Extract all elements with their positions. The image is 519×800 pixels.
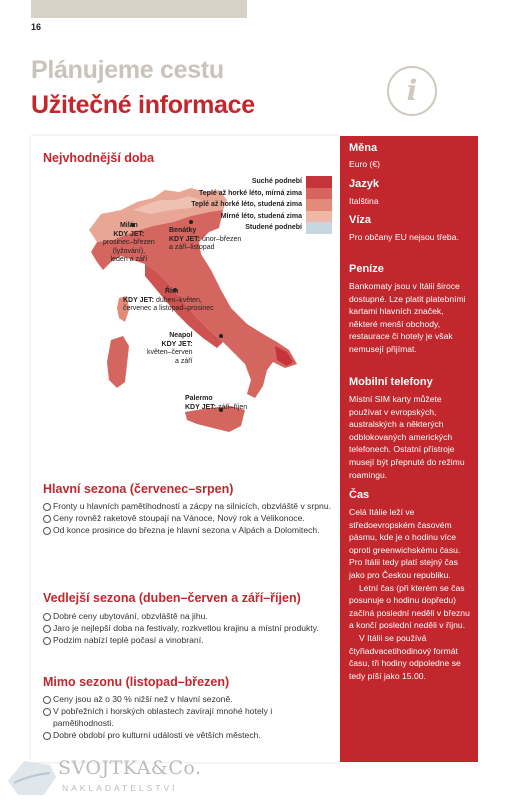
page-title: Užitečné informace: [31, 91, 255, 119]
section-heading: Plánujeme cestu: [31, 56, 224, 84]
sidebar-title-currency: Měna: [349, 142, 378, 154]
season-title: Vedlejší sezona (duben–červen a září–říjen): [43, 591, 301, 605]
list-item: Ceny rovněž raketově stoupají na Vánoce, Nový rok a Velikonoce.: [43, 512, 333, 524]
list-item: Fronty u hlavních pamětihodností a zácpy na silnicích, obzvláště v srpnu.: [43, 500, 333, 512]
list-item: Dobré období pro kulturní události ve větších městech.: [43, 729, 333, 741]
city-naples: Neapol KDY JET: květen–červen a září: [147, 332, 193, 365]
sidebar-title-phones: Mobilní telefony: [349, 376, 433, 388]
sidebar-text-time: Celá Itálie leží ve středoevropském časovém pásmu, kde je o hodinu více oproti greenwichskému času. Pro Itálii tedy platí stejný čas jako pro Českou republiku. Letní čas (při kterém se čas posunuje o hodinu dopředu) začíná poslední neděli v březnu a končí poslední neděli v říjnu. V Itálii se používá čtyřiadvacetihodinový formát času, tři hodiny odpoledne se tedy píší jako 15.00.: [349, 507, 470, 681]
sidebar-text-visa: Pro občany EU nejsou třeba.: [349, 232, 459, 242]
sidebar-text-language: Italština: [349, 196, 379, 206]
list-item: V pobřežních i horských oblastech zavírají mnohé hotely i pamětihodnosti.: [43, 705, 333, 729]
legend-item: Suché podnebí: [162, 176, 332, 188]
list-item: Dobré ceny ubytování, obzvláště na jihu.: [43, 610, 333, 622]
publisher-subtitle: NAKLADATELSTVÍ: [62, 783, 178, 793]
list-item: Jaro je nejlepší doba na festivaly, rozkvetlou krajinu a místní produkty.: [43, 622, 333, 634]
info-icon: i: [387, 66, 437, 116]
season-list: [43, 693, 333, 741]
info-sidebar: [340, 136, 478, 762]
top-decor-bar: [31, 0, 247, 18]
naples-dot: [219, 334, 223, 338]
sidebar-title-time: Čas: [349, 489, 370, 501]
legend-item: Teplé až horké léto, mírná zima: [162, 188, 332, 200]
city-rome: Řím KDY JET: duben–květen, červenec a listopad–prosinec: [123, 288, 214, 312]
legend-item: Studené podnebí: [162, 222, 332, 234]
sidebar-text-phones: Místní SIM karty můžete používat v evropských, australských a některých odblokovaných amerických telefonech. Ostatní přístroje musejí být přepnuté do režimu roamingu.: [349, 394, 465, 480]
sidebar-text-currency: Euro (€): [349, 159, 381, 169]
climate-legend: [162, 176, 332, 234]
season-title: Mimo sezonu (listopad–březen): [43, 675, 230, 689]
page-number: 16: [31, 22, 42, 32]
city-palermo: Palermo KDY JET: září–říjen: [185, 395, 248, 411]
list-item: Od konce prosince do března je hlavní sezona v Alpách a Dolomitech.: [43, 524, 333, 536]
list-item: Ceny jsou až o 30 % nižší než v hlavní sezoně.: [43, 693, 333, 705]
season-list: [43, 500, 333, 536]
publisher-name: SVOJTKA&Co.: [58, 757, 202, 779]
sidebar-text-money: Bankomaty jsou v Itálii široce dostupné. Lze platit platebními kartami hlavních značek, některé menší obchody, restaurace či hotely je však nemusejí přijímat.: [349, 281, 466, 354]
list-item: Podzim nabízí teplé počasí a vinobraní.: [43, 634, 333, 646]
main-content-card: [31, 136, 340, 762]
city-venice: Benátky KDY JET: únor–březen a září–listopad: [169, 227, 242, 251]
season-title: Hlavní sezona (červenec–srpen): [43, 482, 234, 496]
sidebar-title-money: Peníze: [349, 263, 384, 275]
legend-item: Teplé až horké léto, studená zima: [162, 199, 332, 211]
sidebar-title-language: Jazyk: [349, 178, 379, 190]
season-list: [43, 610, 333, 646]
city-milan: Milán KDY JET: prosinec–březen (lyžování), leden a září: [103, 222, 155, 263]
sidebar-title-visa: Víza: [349, 214, 372, 226]
best-time-title: Nejvhodnější doba: [43, 151, 155, 165]
legend-item: Mírné léto, studená zima: [162, 211, 332, 223]
